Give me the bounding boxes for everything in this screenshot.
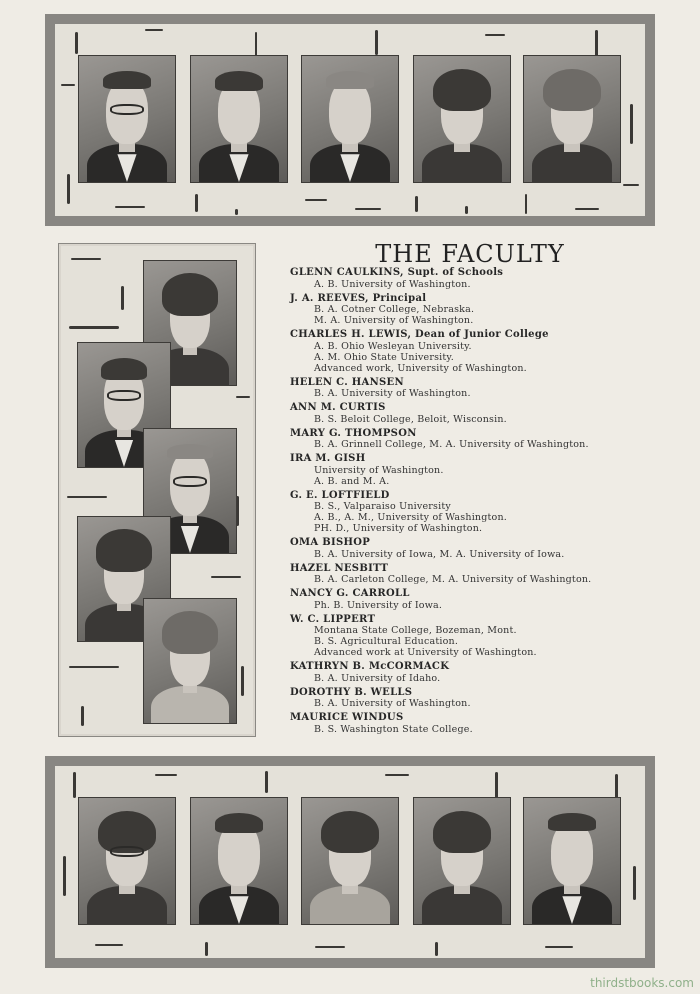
bottom-photo-strip	[45, 756, 655, 968]
faculty-entry	[290, 712, 650, 735]
faculty-degree: A. B. University of Washington.	[314, 278, 471, 290]
faculty-name: HELEN C. HANSEN	[290, 376, 404, 388]
faculty-entry	[290, 490, 650, 535]
faculty-entry	[290, 588, 650, 611]
faculty-entry	[290, 267, 650, 290]
left-photo-column	[58, 243, 256, 737]
faculty-entry	[290, 537, 650, 560]
faculty-degree: Advanced work, University of Washington.	[314, 362, 527, 374]
faculty-portrait	[190, 797, 288, 925]
faculty-portrait	[143, 598, 237, 724]
faculty-entry	[290, 687, 650, 710]
faculty-degree: Advanced work at University of Washington.	[314, 647, 537, 658]
faculty-degree: B. A. Carleton College, M. A. University of Washington.	[314, 574, 592, 585]
faculty-degree: A. B., A. M., University of Washington.	[314, 512, 508, 523]
faculty-name: CHARLES H. LEWIS, Dean of Junior College	[290, 329, 549, 340]
faculty-name: OMA BISHOP	[290, 537, 371, 548]
faculty-degree: B. A. University of Washington.	[314, 388, 471, 399]
faculty-name: W. C. LIPPERT	[290, 613, 376, 625]
faculty-name: G. E. LOFTFIELD	[290, 489, 390, 501]
faculty-degree: B. S. Agricultural Education.	[314, 636, 459, 647]
faculty-portrait	[78, 55, 176, 183]
faculty-degree: Montana State College, Bozeman, Mont.	[314, 625, 517, 636]
faculty-name: DOROTHY B. WELLS	[290, 686, 413, 698]
faculty-entry	[290, 661, 650, 684]
faculty-entry	[290, 402, 650, 425]
faculty-name: MARY G. THOMPSON	[290, 427, 417, 439]
faculty-list	[290, 267, 650, 738]
faculty-name: IRA M. GISH	[290, 453, 366, 464]
faculty-name: MAURICE WINDUS	[290, 712, 404, 723]
faculty-degree: B. A. University of Idaho.	[314, 672, 441, 684]
faculty-portrait	[301, 797, 399, 925]
faculty-portrait	[523, 55, 621, 183]
faculty-entry	[290, 377, 650, 400]
faculty-portrait	[413, 55, 511, 183]
faculty-entry	[290, 293, 650, 327]
faculty-degree: A. M. Ohio State University.	[314, 351, 454, 363]
faculty-entry	[290, 563, 650, 586]
faculty-name: J. A. REEVES, Principal	[290, 292, 427, 304]
faculty-degree: University of Washington.	[314, 464, 444, 476]
faculty-portrait	[190, 55, 288, 183]
faculty-entry	[290, 614, 650, 659]
faculty-degree: A. B. Ohio Wesleyan University.	[314, 340, 472, 352]
faculty-name: HAZEL NESBITT	[290, 562, 389, 574]
faculty-portrait	[78, 797, 176, 925]
faculty-name: ANN M. CURTIS	[290, 402, 386, 413]
faculty-degree: B. A. University of Iowa, M. A. University of Iowa.	[314, 548, 565, 560]
faculty-degree: B. A. Cotner College, Nebraska.	[314, 304, 475, 315]
faculty-portrait	[523, 797, 621, 925]
faculty-degree: B. S. Washington State College.	[314, 723, 473, 735]
watermark: thirdstbooks.com	[590, 976, 694, 990]
top-photo-strip	[45, 14, 655, 226]
faculty-portrait	[413, 797, 511, 925]
faculty-degree: M. A. University of Washington.	[314, 315, 474, 326]
faculty-degree: B. S., Valparaiso University	[314, 501, 451, 512]
faculty-degree: A. B. and M. A.	[314, 475, 390, 487]
faculty-portrait	[301, 55, 399, 183]
faculty-entry	[290, 428, 650, 451]
faculty-degree: B. A. Grinnell College, M. A. University of Washington.	[314, 439, 589, 450]
faculty-degree: B. S. Beloit College, Beloit, Wisconsin.	[314, 413, 507, 425]
faculty-degree: Ph. B. University of Iowa.	[314, 599, 443, 611]
faculty-entry	[290, 453, 650, 487]
faculty-entry	[290, 329, 650, 374]
faculty-degree: B. A. University of Washington.	[314, 698, 471, 709]
faculty-name: KATHRYN B. McCORMACK	[290, 661, 450, 672]
page-title: THE FACULTY	[375, 240, 565, 268]
faculty-degree: PH. D., University of Washington.	[314, 523, 483, 534]
faculty-name: NANCY G. CARROLL	[290, 588, 410, 599]
faculty-name: GLENN CAULKINS, Supt. of Schools	[290, 267, 504, 278]
